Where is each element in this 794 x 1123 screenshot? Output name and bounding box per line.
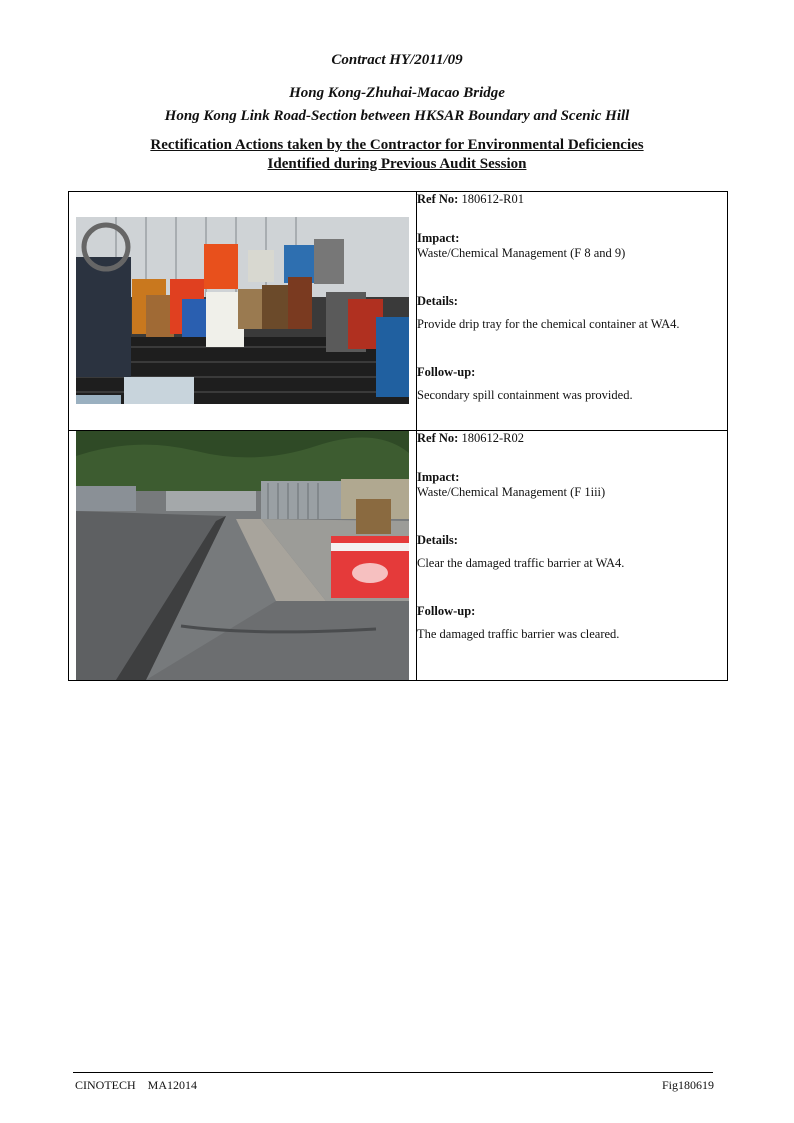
record-details-cell [417, 192, 728, 431]
record-row [69, 192, 728, 431]
ref-line [417, 192, 727, 207]
record-row [69, 431, 728, 681]
record-details-cell [417, 431, 728, 681]
photo-cell [69, 431, 417, 681]
ref-label: Ref No: [417, 192, 459, 206]
document-title-line2: Identified during Previous Audit Session [267, 156, 527, 172]
followup-text: The damaged traffic barrier was cleared. [417, 627, 620, 641]
details-text: Clear the damaged traffic barrier at WA4. [417, 556, 625, 570]
details-label: Details: [417, 533, 458, 547]
impact-text: Waste/Chemical Management (F 8 and 9) [417, 246, 626, 260]
footer-figure-number: Fig180619 [661, 1078, 714, 1092]
chemical-containers-photo [76, 217, 409, 404]
details-label: Details: [417, 294, 458, 308]
site-road-photo [76, 431, 409, 680]
project-title-line2: Hong Kong Link Road-Section between HKSAR Boundary and Scenic Hill [164, 108, 630, 124]
ref-label: Ref No: [417, 431, 459, 445]
photo-cell [69, 192, 417, 431]
details-text: Provide drip tray for the chemical container at WA4. [417, 317, 680, 331]
contract-number: Contract HY/2011/09 [331, 52, 463, 68]
impact-label: Impact: [417, 231, 460, 245]
ref-line [417, 431, 727, 446]
followup-label: Follow-up: [417, 604, 476, 618]
impact-text: Waste/Chemical Management (F 1iii) [417, 485, 606, 499]
footer-company-ref: CINOTECH MA12014 [75, 1078, 197, 1092]
rectification-table [68, 191, 728, 681]
followup-text: Secondary spill containment was provided. [417, 388, 633, 402]
project-title-line1: Hong Kong-Zhuhai-Macao Bridge [289, 85, 505, 101]
followup-label: Follow-up: [417, 365, 476, 379]
document-title-line1: Rectification Actions taken by the Contractor for Environmental Deficiencies [150, 137, 644, 153]
ref-number: 180612-R02 [461, 431, 524, 445]
impact-label: Impact: [417, 470, 460, 484]
footer-divider [73, 1072, 713, 1073]
ref-number: 180612-R01 [461, 192, 524, 206]
